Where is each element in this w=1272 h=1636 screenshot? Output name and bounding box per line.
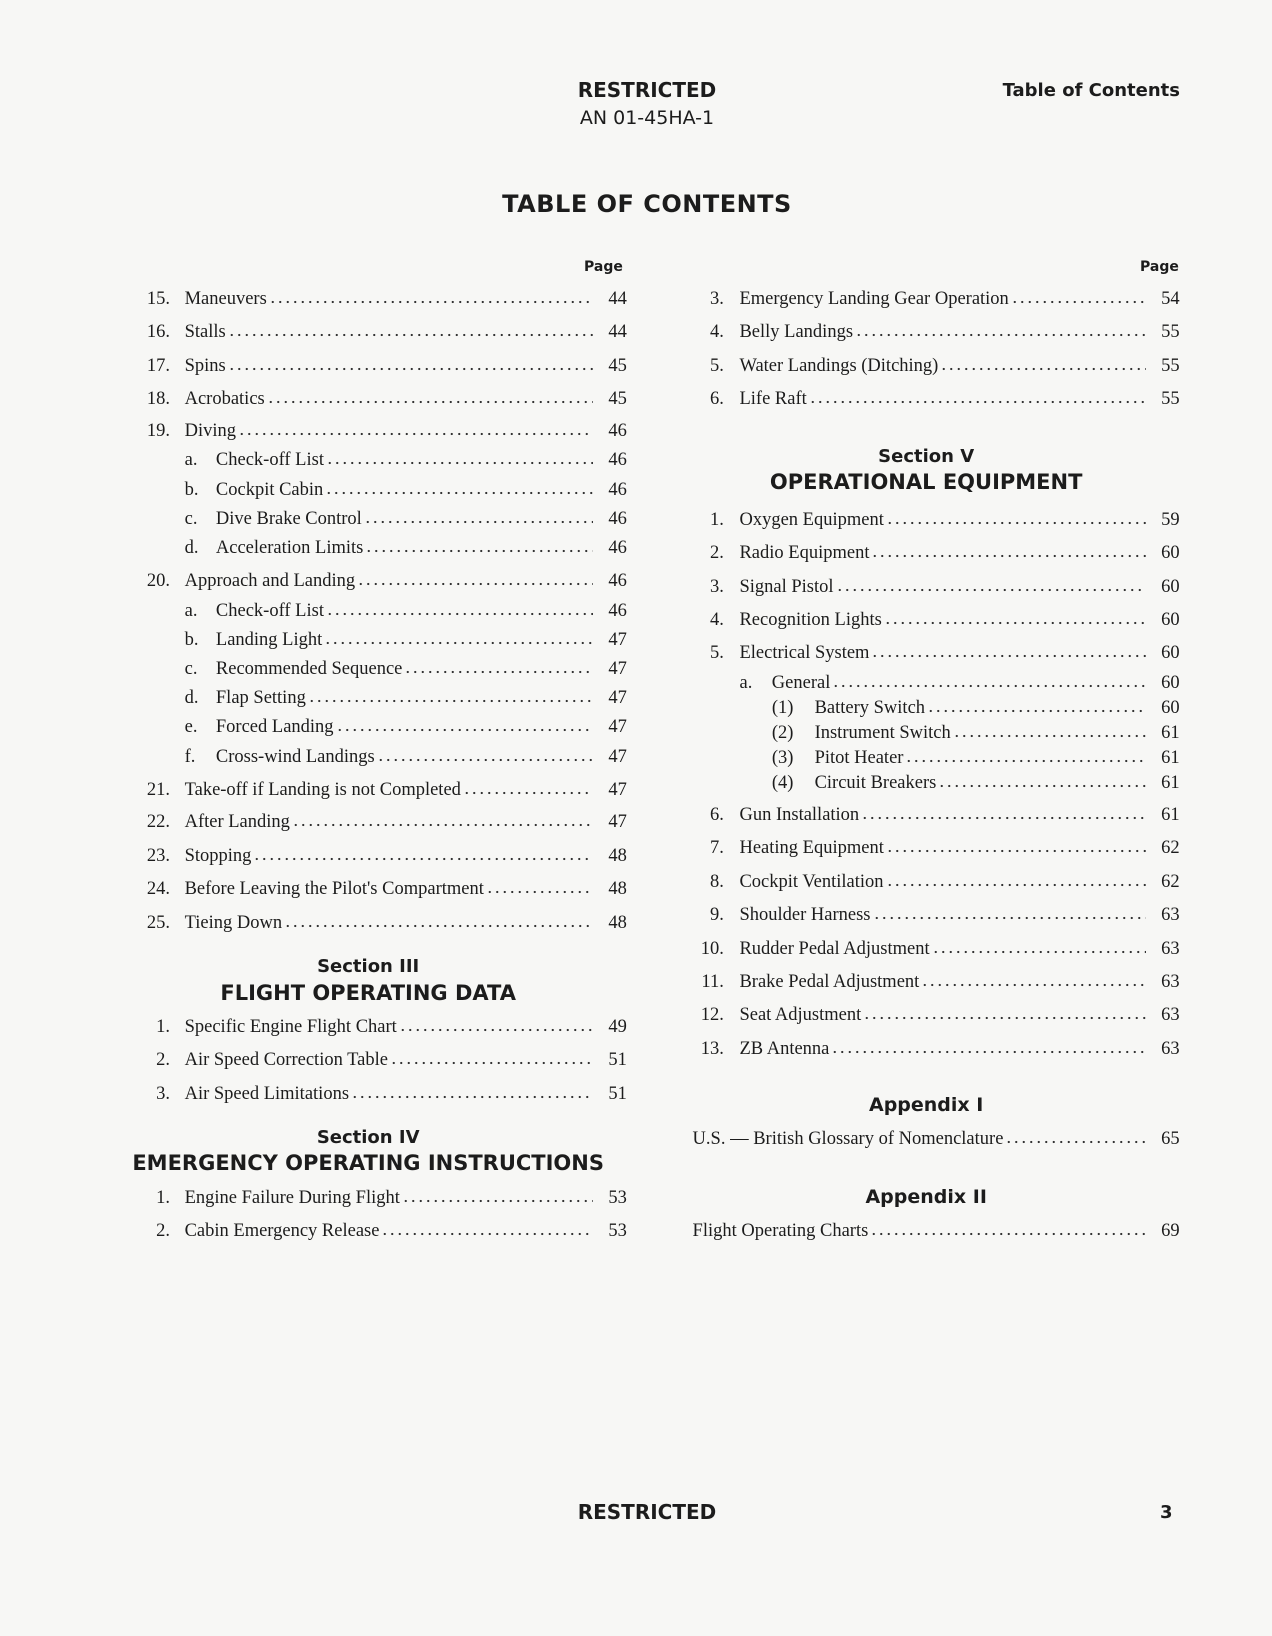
- section-title: EMERGENCY OPERATING INSTRUCTIONS: [132, 1151, 604, 1176]
- toc-entry[interactable]: [139, 320, 627, 344]
- toc-entry-page: 69: [1161, 1221, 1180, 1242]
- toc-entry-title: General: [771, 672, 831, 693]
- toc-entry-title: Approach and Landing: [184, 571, 356, 592]
- toc-entry-page: 61: [1161, 722, 1180, 743]
- toc-entry-number: 18.: [146, 388, 170, 409]
- toc-entry-number: 2.: [709, 543, 724, 564]
- dot-leader: [326, 461, 593, 465]
- dot-leader: [863, 1016, 1145, 1020]
- toc-entry-title: Air Speed Limitations: [184, 1083, 350, 1104]
- dot-leader: [351, 1095, 593, 1099]
- toc-entry-page: 47: [608, 688, 627, 709]
- toc-entry-title: Instrument Switch: [814, 722, 951, 743]
- toc-entry-title: Battery Switch: [814, 697, 926, 718]
- toc-entry-number: (1): [771, 697, 794, 718]
- toc-entry[interactable]: [693, 320, 1180, 344]
- dot-leader: [927, 709, 1146, 713]
- toc-entry-page: 65: [1161, 1129, 1180, 1150]
- running-title: Table of Contents: [1002, 80, 1180, 101]
- toc-entry-title: Tieing Down: [184, 912, 283, 933]
- dot-leader: [871, 554, 1145, 558]
- dot-leader: [364, 520, 593, 524]
- header-classification: RESTRICTED: [577, 78, 717, 102]
- toc-entry-number: 11.: [701, 971, 724, 992]
- toc-entry-page: 45: [608, 355, 627, 376]
- toc-entry[interactable]: [139, 1219, 627, 1243]
- toc-entry[interactable]: [693, 354, 1180, 378]
- toc-entry[interactable]: [139, 877, 627, 901]
- toc-entry[interactable]: [693, 1219, 1180, 1243]
- toc-entry[interactable]: [693, 903, 1180, 927]
- toc-entry-title: Before Leaving the Pilot's Compartment: [184, 879, 484, 900]
- toc-entry-title: Take-off if Landing is not Completed: [184, 780, 461, 801]
- toc-entry[interactable]: [185, 657, 627, 681]
- dot-leader: [831, 1050, 1145, 1054]
- toc-entry-number: 25.: [146, 912, 170, 933]
- dot-leader: [284, 924, 593, 928]
- toc-entry-page: 46: [608, 479, 627, 500]
- dot-leader: [886, 521, 1146, 525]
- toc-entry-number: 9.: [709, 905, 724, 926]
- toc-entry-page: 47: [608, 812, 627, 833]
- dot-leader: [809, 400, 1146, 404]
- dot-leader: [861, 816, 1145, 820]
- dot-leader: [269, 300, 593, 304]
- dot-leader: [402, 1199, 593, 1203]
- toc-entry[interactable]: [185, 628, 627, 652]
- toc-entry-title: Recommended Sequence: [215, 659, 403, 680]
- toc-entry-number: 21.: [146, 780, 170, 801]
- dot-leader: [308, 699, 593, 703]
- dot-leader: [932, 950, 1146, 954]
- toc-entry-page: 49: [608, 1016, 627, 1037]
- toc-entry-title: Cockpit Cabin: [215, 479, 324, 500]
- toc-entry-number: 7.: [709, 838, 724, 859]
- dot-leader: [886, 849, 1146, 853]
- dot-leader: [938, 784, 1145, 788]
- toc-entry-page: 63: [1161, 971, 1180, 992]
- toc-entry-title: Signal Pistol: [739, 576, 834, 597]
- toc-entry-title: Acceleration Limits: [215, 538, 364, 559]
- toc-entry-number: 23.: [146, 845, 170, 866]
- toc-entry-number: 17.: [146, 355, 170, 376]
- section-label: Section III: [317, 956, 420, 978]
- toc-entry-number: 5.: [709, 643, 724, 664]
- toc-entry[interactable]: [185, 507, 627, 531]
- dot-leader: [253, 857, 592, 861]
- toc-entry[interactable]: [693, 575, 1180, 599]
- toc-entry-page: 47: [608, 659, 627, 680]
- toc-entry-page: 63: [1161, 905, 1180, 926]
- toc-entry-number: 2.: [156, 1050, 170, 1071]
- toc-entry-title: Landing Light: [215, 629, 323, 650]
- toc-entry-number: d.: [184, 538, 199, 559]
- toc-entry-page: 63: [1161, 1005, 1180, 1026]
- toc-entry[interactable]: [139, 810, 627, 834]
- toc-entry-title: Maneuvers: [184, 288, 267, 309]
- toc-entry-page: 47: [608, 746, 627, 767]
- toc-entry-page: 60: [1161, 576, 1180, 597]
- toc-entry-title: Brake Pedal Adjustment: [739, 971, 920, 992]
- toc-entry-number: b.: [184, 629, 199, 650]
- toc-entry[interactable]: [693, 1127, 1180, 1151]
- dot-leader: [940, 367, 1145, 371]
- dot-leader: [832, 684, 1145, 688]
- toc-entry-number: 22.: [146, 812, 170, 833]
- toc-entry-title: Radio Equipment: [739, 543, 870, 564]
- toc-entry-number: 19.: [146, 421, 170, 442]
- footer-classification: RESTRICTED: [577, 1500, 717, 1524]
- toc-entry-number: 4.: [709, 610, 724, 631]
- toc-entry-title: Water Landings (Ditching): [739, 355, 939, 376]
- toc-entry-number: 6.: [709, 805, 724, 826]
- dot-leader: [324, 641, 593, 645]
- toc-entry[interactable]: [139, 778, 627, 802]
- toc-entry[interactable]: [139, 419, 627, 443]
- toc-entry-title: Check-off List: [215, 600, 324, 621]
- dot-leader: [836, 588, 1146, 592]
- toc-entry-page: 46: [608, 508, 627, 529]
- toc-entry[interactable]: [139, 287, 627, 311]
- toc-entry-page: 60: [1161, 543, 1180, 564]
- toc-entry[interactable]: [693, 608, 1180, 632]
- page-column-label-left: Page: [584, 259, 623, 275]
- toc-entry-number: 5.: [709, 355, 724, 376]
- toc-entry-page: 62: [1161, 871, 1180, 892]
- toc-entry[interactable]: [693, 970, 1180, 994]
- dot-leader: [1011, 300, 1146, 304]
- dot-leader: [921, 983, 1145, 987]
- toc-entry[interactable]: [139, 844, 627, 868]
- toc-entry-page: 46: [608, 538, 627, 559]
- section-label: Section V: [878, 446, 975, 468]
- toc-entry[interactable]: [185, 715, 627, 739]
- appendix-label: Appendix II: [865, 1185, 987, 1208]
- dot-leader: [325, 491, 593, 495]
- dot-leader: [238, 432, 593, 436]
- dot-leader: [399, 1028, 593, 1032]
- toc-entry-page: 47: [608, 780, 627, 801]
- toc-entry[interactable]: [139, 354, 627, 378]
- toc-entry-number: (2): [771, 722, 794, 743]
- toc-entry-title: Electrical System: [739, 643, 870, 664]
- appendix-label: Appendix I: [868, 1094, 984, 1117]
- dot-leader: [357, 582, 593, 586]
- dot-leader: [953, 734, 1146, 738]
- dot-leader: [292, 823, 593, 827]
- toc-entry-page: 60: [1161, 643, 1180, 664]
- toc-entry-page: 60: [1161, 697, 1180, 718]
- toc-entry-page: 48: [608, 845, 627, 866]
- page-column-label-right: Page: [1140, 259, 1179, 275]
- toc-entry-number: 24.: [146, 879, 170, 900]
- dot-leader: [486, 890, 593, 894]
- toc-entry-title: ZB Antenna: [739, 1038, 830, 1059]
- dot-leader: [377, 758, 593, 762]
- toc-entry[interactable]: [139, 1186, 627, 1210]
- toc-entry[interactable]: [139, 1015, 627, 1039]
- toc-entry-number: 3.: [156, 1083, 170, 1104]
- toc-entry-page: 63: [1161, 1038, 1180, 1059]
- toc-entry-page: 47: [608, 629, 627, 650]
- toc-entry[interactable]: [693, 287, 1180, 311]
- dot-leader: [905, 759, 1145, 763]
- toc-entry-number: d.: [184, 688, 199, 709]
- toc-entry-page: 55: [1161, 322, 1180, 343]
- toc-entry[interactable]: [693, 541, 1180, 565]
- toc-entry-title: Heating Equipment: [739, 838, 884, 859]
- toc-entry-title: Rudder Pedal Adjustment: [739, 938, 930, 959]
- toc-entry[interactable]: [772, 746, 1180, 770]
- dot-leader: [855, 333, 1146, 337]
- toc-entry[interactable]: [693, 641, 1180, 665]
- toc-entry-page: 53: [608, 1221, 627, 1242]
- toc-entry-page: 53: [608, 1187, 627, 1208]
- toc-entry-number: 1.: [156, 1016, 170, 1037]
- toc-entry-page: 55: [1161, 355, 1180, 376]
- toc-entry-title: Flap Setting: [215, 688, 306, 709]
- toc-entry-page: 45: [608, 388, 627, 409]
- document-number: AN 01-45HA-1: [579, 107, 715, 129]
- dot-leader: [1005, 1140, 1145, 1144]
- toc-entry[interactable]: [772, 771, 1180, 795]
- toc-entry-number: 4.: [709, 322, 724, 343]
- toc-entry[interactable]: [693, 803, 1180, 827]
- toc-entry-number: 16.: [146, 322, 170, 343]
- page-title: TABLE OF CONTENTS: [502, 190, 792, 218]
- toc-entry[interactable]: [693, 1003, 1180, 1027]
- toc-entry[interactable]: [693, 1037, 1180, 1061]
- toc-entry-title: Stopping: [184, 845, 252, 866]
- toc-entry[interactable]: [185, 745, 627, 769]
- toc-entry-title: After Landing: [184, 812, 290, 833]
- toc-entry-number: (4): [771, 772, 794, 793]
- toc-entry[interactable]: [139, 569, 627, 593]
- toc-entry-number: 3.: [709, 576, 724, 597]
- toc-entry[interactable]: [139, 1082, 627, 1106]
- dot-leader: [267, 400, 593, 404]
- section-label: Section IV: [316, 1127, 420, 1149]
- toc-entry-number: f.: [184, 746, 196, 767]
- toc-entry-number: a.: [739, 672, 753, 693]
- dot-leader: [390, 1061, 593, 1065]
- toc-entry-number: 1.: [156, 1187, 170, 1208]
- toc-entry-number: (3): [771, 747, 794, 768]
- dot-leader: [326, 612, 593, 616]
- toc-entry-title: Gun Installation: [739, 805, 860, 826]
- toc-entry-title: Acrobatics: [184, 388, 265, 409]
- toc-entry-title: U.S. — British Glossary of Nomenclature: [692, 1129, 1004, 1150]
- toc-entry-title: Flight Operating Charts: [692, 1221, 869, 1242]
- toc-entry-page: 61: [1161, 805, 1180, 826]
- toc-entry-title: Check-off List: [215, 450, 324, 471]
- toc-entry-page: 51: [608, 1050, 627, 1071]
- toc-entry-page: 62: [1161, 838, 1180, 859]
- toc-entry-number: b.: [184, 479, 199, 500]
- toc-entry-page: 55: [1161, 388, 1180, 409]
- toc-entry-title: Cockpit Ventilation: [739, 871, 884, 892]
- dot-leader: [463, 791, 593, 795]
- toc-entry[interactable]: [185, 536, 627, 560]
- toc-entry-page: 46: [608, 571, 627, 592]
- dot-leader: [873, 916, 1146, 920]
- dot-leader: [381, 1232, 592, 1236]
- toc-entry-title: Specific Engine Flight Chart: [184, 1016, 397, 1037]
- toc-entry-title: Belly Landings: [739, 322, 854, 343]
- toc-entry-page: 44: [608, 322, 627, 343]
- toc-entry-page: 60: [1161, 610, 1180, 631]
- toc-entry-number: 8.: [709, 871, 724, 892]
- toc-entry-page: 54: [1161, 288, 1180, 309]
- toc-entry-number: 2.: [156, 1221, 170, 1242]
- toc-entry-page: 63: [1161, 938, 1180, 959]
- toc-entry-title: Shoulder Harness: [739, 905, 871, 926]
- toc-entry[interactable]: [739, 671, 1179, 695]
- toc-entry-page: 59: [1161, 509, 1180, 530]
- toc-entry[interactable]: [693, 937, 1180, 961]
- toc-entry-page: 46: [608, 421, 627, 442]
- toc-entry-page: 44: [608, 288, 627, 309]
- toc-entry[interactable]: [693, 836, 1180, 860]
- toc-entry[interactable]: [693, 870, 1180, 894]
- toc-entry[interactable]: [772, 696, 1180, 720]
- toc-entry-number: 1.: [709, 509, 724, 530]
- toc-entry-number: 12.: [700, 1005, 724, 1026]
- toc-entry-title: Forced Landing: [215, 717, 334, 738]
- toc-entry-title: Pitot Heater: [814, 747, 904, 768]
- dot-leader: [886, 883, 1146, 887]
- toc-entry-page: 46: [608, 600, 627, 621]
- dot-leader: [870, 1232, 1145, 1236]
- toc-entry[interactable]: [139, 1048, 627, 1072]
- toc-entry-page: 61: [1161, 747, 1180, 768]
- toc-entry-title: Emergency Landing Gear Operation: [739, 288, 1009, 309]
- toc-entry-number: c.: [184, 508, 198, 529]
- toc-entry[interactable]: [185, 686, 627, 710]
- dot-leader: [228, 367, 593, 371]
- toc-entry-number: 6.: [709, 388, 724, 409]
- toc-entry-title: Air Speed Correction Table: [184, 1050, 388, 1071]
- toc-entry-number: 3.: [709, 288, 724, 309]
- section-title: FLIGHT OPERATING DATA: [220, 981, 516, 1006]
- toc-entry-page: 46: [608, 450, 627, 471]
- toc-entry[interactable]: [185, 448, 627, 472]
- toc-entry-title: Life Raft: [739, 388, 807, 409]
- dot-leader: [884, 621, 1146, 625]
- toc-entry-title: Engine Failure During Flight: [184, 1187, 400, 1208]
- toc-entry-title: Cabin Emergency Release: [184, 1221, 380, 1242]
- toc-entry-title: Circuit Breakers: [814, 772, 937, 793]
- toc-entry-title: Cross-wind Landings: [215, 746, 375, 767]
- dot-leader: [404, 670, 592, 674]
- toc-entry-number: 10.: [700, 938, 724, 959]
- toc-entry[interactable]: [772, 721, 1180, 745]
- dot-leader: [871, 654, 1145, 658]
- toc-entry-number: a.: [184, 600, 198, 621]
- toc-entry-title: Recognition Lights: [739, 610, 882, 631]
- toc-entry-page: 51: [608, 1083, 627, 1104]
- toc-entry[interactable]: [185, 478, 627, 502]
- toc-entry-page: 61: [1161, 772, 1180, 793]
- toc-entry-page: 48: [608, 912, 627, 933]
- toc-entry-number: 15.: [146, 288, 170, 309]
- toc-entry-number: a.: [184, 450, 198, 471]
- toc-entry[interactable]: [139, 387, 627, 411]
- toc-entry-title: Spins: [184, 355, 226, 376]
- toc-entry-title: Seat Adjustment: [739, 1005, 862, 1026]
- section-title: OPERATIONAL EQUIPMENT: [769, 470, 1083, 495]
- toc-entry[interactable]: [139, 911, 627, 935]
- toc-entry-title: Dive Brake Control: [215, 508, 362, 529]
- toc-entry-title: Oxygen Equipment: [739, 509, 884, 530]
- toc-entry-number: 13.: [700, 1038, 724, 1059]
- toc-entry-number: 20.: [146, 571, 170, 592]
- dot-leader: [365, 549, 593, 553]
- toc-entry-page: 47: [608, 717, 627, 738]
- toc-entry[interactable]: [693, 387, 1180, 411]
- toc-entry-title: Stalls: [184, 322, 226, 343]
- toc-entry-title: Diving: [184, 421, 236, 442]
- toc-entry-page: 60: [1161, 672, 1180, 693]
- dot-leader: [336, 728, 593, 732]
- toc-entry-number: e.: [184, 717, 198, 738]
- dot-leader: [228, 333, 593, 337]
- toc-entry-number: c.: [184, 659, 198, 680]
- toc-entry[interactable]: [693, 508, 1180, 532]
- toc-entry[interactable]: [185, 599, 627, 623]
- page-number: 3: [1160, 1502, 1173, 1523]
- toc-entry-page: 48: [608, 879, 627, 900]
